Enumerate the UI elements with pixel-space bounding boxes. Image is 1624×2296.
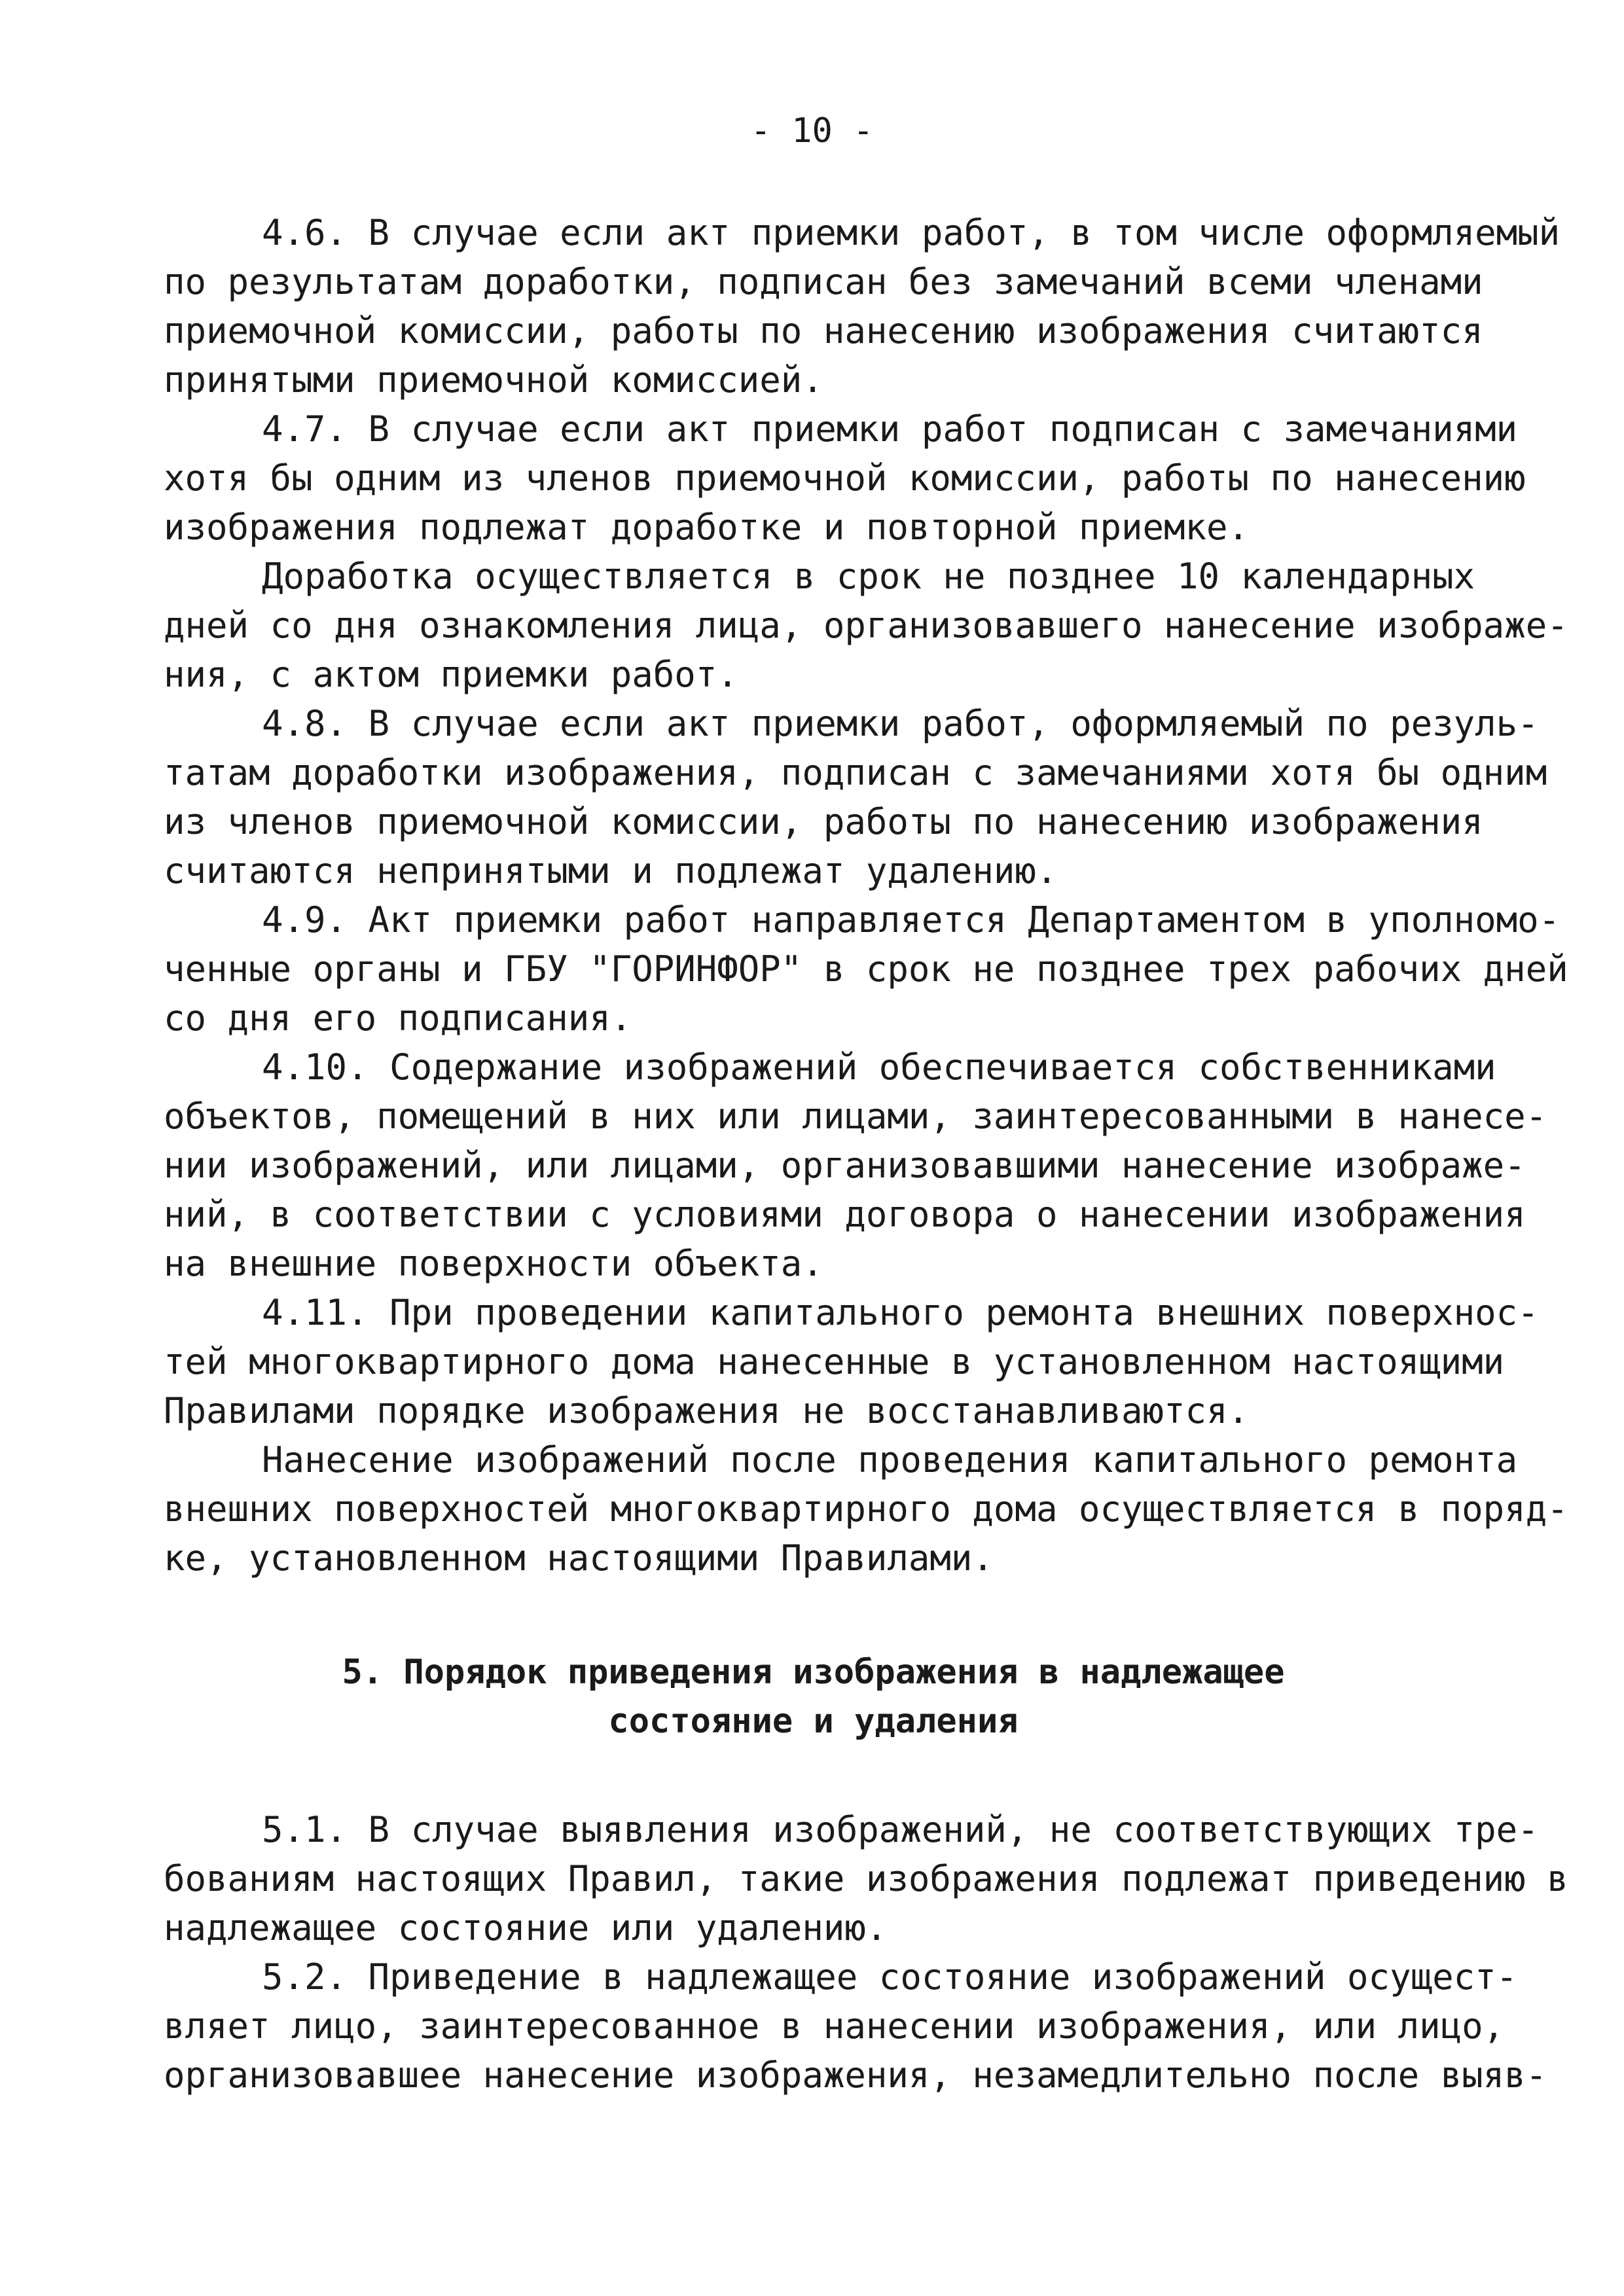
text-line: татам доработки изображения, подписан с замечаниями хотя бы одним — [164, 752, 1547, 793]
text-line: 4.7. В случае если акт приемки работ подписан с замечаниями — [262, 408, 1518, 450]
text-line: тей многоквартирного дома нанесенные в установленном настоящими — [164, 1341, 1505, 1382]
section-5-heading — [164, 1648, 1463, 1746]
text-line: 4.11. При проведении капитального ремонта внешних поверхнос- — [262, 1292, 1539, 1333]
text-line: ния, с актом приемки работ. — [164, 654, 738, 695]
paragraph-rework — [164, 552, 1568, 699]
heading-line: состояние и удаления — [608, 1702, 1019, 1741]
text-line: принятыми приемочной комиссией. — [164, 359, 823, 401]
text-line: со дня его подписания. — [164, 997, 632, 1039]
text-line: 5.2. Приведение в надлежащее состояние изображений осущест- — [262, 1956, 1518, 1998]
text-line: вляет лицо, заинтересованное в нанесении изображения, или лицо, — [164, 2005, 1505, 2047]
text-line: организовавшее нанесение изображения, незамедлительно после выяв- — [164, 2054, 1547, 2096]
text-line: ке, установленном настоящими Правилами. — [164, 1537, 994, 1579]
text-line: 4.6. В случае если акт приемки работ, в том числе оформляемый — [262, 212, 1561, 253]
text-line: по результатам доработки, подписан без замечаний всеми членами — [164, 261, 1483, 302]
text-line: на внешние поверхности объекта. — [164, 1243, 823, 1284]
paragraph-4-10 — [164, 1043, 1547, 1288]
text-line: приемочной комиссии, работы по нанесению изображения считаются — [164, 310, 1483, 351]
text-line: 4.9. Акт приемки работ направляется Департаментом в уполномо- — [262, 899, 1561, 941]
text-line: хотя бы одним из членов приемочной комиссии, работы по нанесению — [164, 457, 1526, 499]
text-line: надлежащее состояние или удалению. — [164, 1907, 888, 1948]
text-line: Доработка осуществляется в срок не позднее 10 календарных — [262, 556, 1475, 597]
text-line: ченные органы и ГБУ "ГОРИНФОР" в срок не позднее трех рабочих дней — [164, 948, 1568, 990]
paragraph-4-8 — [164, 699, 1547, 895]
text-line: объектов, помещений в них или лицами, заинтересованными в нанесе- — [164, 1096, 1547, 1137]
text-line: нии изображений, или лицами, организовавшими нанесение изображе- — [164, 1145, 1526, 1186]
paragraph-5-1 — [164, 1805, 1568, 1952]
text-line: 4.10. Содержание изображений обеспечивается собственниками — [262, 1047, 1496, 1088]
text-line: 4.8. В случае если акт приемки работ, оформляемый по резуль- — [262, 703, 1539, 744]
paragraph-4-6 — [164, 208, 1561, 404]
heading-line: 5. Порядок приведения изображения в надлежащее — [342, 1653, 1285, 1692]
paragraph-application — [164, 1435, 1568, 1583]
text-line: 5.1. В случае выявления изображений, не соответствующих тре- — [262, 1809, 1539, 1850]
text-line: Нанесение изображений после проведения капитального ремонта — [262, 1439, 1518, 1480]
text-line: из членов приемочной комиссии, работы по нанесению изображения — [164, 801, 1483, 842]
text-line: дней со дня ознакомления лица, организовавшего нанесение изображе- — [164, 605, 1568, 646]
text-line: изображения подлежат доработке и повторной приемке. — [164, 507, 1250, 548]
paragraph-4-11 — [164, 1288, 1539, 1435]
text-line: считаются непринятыми и подлежат удалению. — [164, 850, 1058, 891]
text-line: ний, в соответствии с условиями договора о нанесении изображения — [164, 1194, 1526, 1235]
text-line: Правилами порядке изображения не восстанавливаются. — [164, 1390, 1250, 1431]
page-number: - 10 - — [750, 111, 874, 151]
text-line: бованиям настоящих Правил, такие изображения подлежат приведению в — [164, 1858, 1568, 1899]
paragraph-4-9 — [164, 895, 1568, 1043]
paragraph-4-7 — [164, 404, 1526, 552]
paragraph-5-2 — [164, 1952, 1547, 2100]
text-line: внешних поверхностей многоквартирного дома осуществляется в поряд- — [164, 1488, 1568, 1530]
document-body — [164, 208, 1568, 2100]
